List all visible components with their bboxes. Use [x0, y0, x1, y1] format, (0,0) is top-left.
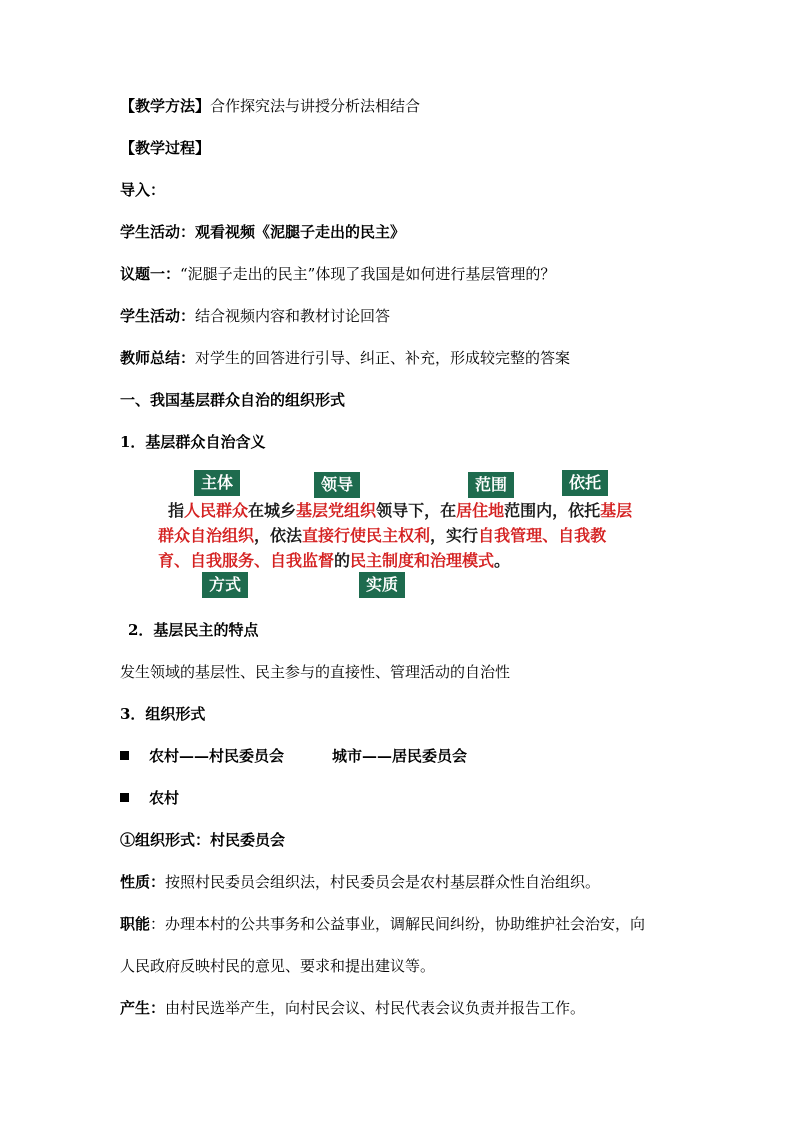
def-emphasis-essence: 民主制度和治理模式 — [350, 551, 495, 570]
topic-1-line — [120, 264, 555, 284]
def-emphasis-rely: 基层群众自治组织 — [158, 501, 633, 545]
def-emphasis-leader: 基层党组织 — [296, 501, 377, 520]
student-activity-2-text: 结合视频内容和教材讨论回答 — [195, 307, 391, 325]
tag-subject: 主体 — [194, 470, 240, 496]
nature-text: 按照村民委员会组织法，村民委员会是农村基层群众性自治组织。 — [165, 873, 601, 891]
nature-label: 性质： — [120, 873, 166, 891]
tag-scope: 范围 — [468, 472, 514, 498]
origin-line — [120, 998, 585, 1018]
def-emphasis-scope: 居住地 — [456, 501, 505, 520]
student-activity-1 — [120, 222, 405, 242]
tag-leader: 领导 — [314, 472, 360, 498]
rural-label: 农村 — [149, 789, 180, 807]
teaching-process-heading: 【教学过程】 — [120, 139, 211, 157]
topic-1-text: “泥腿子走出的民主”体现了我国是如何进行基层管理的？ — [180, 265, 556, 283]
def-part: 。 — [494, 551, 511, 570]
org-form-label: ①组织形式： — [120, 831, 211, 849]
square-bullet-icon — [120, 793, 129, 802]
def-emphasis-mode: 直接行使民主权利 — [302, 526, 431, 545]
student-activity-2 — [120, 306, 390, 326]
def-part: 的 — [334, 551, 351, 570]
subsection-2-heading: 2．基层民主的特点 — [128, 621, 259, 639]
teaching-method-label: 【教学方法】 — [120, 97, 211, 115]
nature-line — [120, 872, 600, 892]
origin-text: 由村民选举产生，向村民会议、村民代表会议负责并报告工作。 — [165, 999, 586, 1017]
teacher-summary-text: 对学生的回答进行引导、纠正、补充，形成较完整的答案 — [195, 349, 571, 367]
duty-line-2: 人民政府反映村民的意见、要求和提出建议等。 — [120, 957, 436, 975]
teaching-method-text: 合作探究法与讲授分析法相结合 — [210, 97, 421, 115]
tag-mode: 方式 — [202, 572, 248, 598]
def-part: 范围内，依托 — [504, 501, 601, 520]
def-part: 领导下，在 — [376, 501, 457, 520]
topic-1-label: 议题一： — [120, 265, 181, 283]
rural-heading — [120, 788, 179, 808]
origin-label: 产生： — [120, 999, 166, 1017]
student-activity-1-label: 学生活动： — [120, 223, 196, 241]
section-1-heading: 一、我国基层群众自治的组织形式 — [120, 391, 346, 409]
student-activity-1-text: 观看视频《泥腿子走出的民主》 — [195, 223, 406, 241]
teaching-method-line — [120, 96, 420, 116]
def-emphasis-self-governance: 自我管理、自我教育、自我服务、自我监督 — [158, 526, 607, 570]
tag-rely: 依托 — [562, 470, 608, 496]
def-emphasis-subject: 人民群众 — [184, 501, 249, 520]
duty-line-1 — [120, 914, 645, 934]
teacher-summary — [120, 348, 570, 368]
student-activity-2-label: 学生活动： — [120, 307, 196, 325]
def-part: 指 — [168, 501, 185, 520]
duty-text-1: ：办理本村的公共事务和公益事业，调解民间纠纷，协助维护社会治安，向 — [150, 915, 646, 933]
teacher-summary-label: 教师总结： — [120, 349, 196, 367]
urban-pair: 城市——居民委员会 — [332, 747, 468, 765]
autonomy-definition — [158, 498, 638, 573]
subsection-3-heading: 3．组织形式 — [120, 705, 206, 723]
features-text: 发生领域的基层性、民主参与的直接性、管理活动的自治性 — [120, 663, 511, 681]
org-form-line — [120, 830, 285, 850]
duty-label: 职能 — [120, 915, 151, 933]
square-bullet-icon — [120, 751, 129, 760]
def-part: ，依法 — [254, 526, 303, 545]
rural-pair: 农村——村民委员会 — [149, 747, 285, 765]
org-form-pairs — [120, 746, 467, 766]
def-part: ，实行 — [430, 526, 479, 545]
def-part: 在城乡 — [248, 501, 297, 520]
tag-essence: 实质 — [359, 572, 405, 598]
subsection-1-heading: 1．基层群众自治含义 — [120, 433, 266, 451]
org-form-text: 村民委员会 — [210, 831, 286, 849]
intro-heading: 导入： — [120, 181, 166, 199]
